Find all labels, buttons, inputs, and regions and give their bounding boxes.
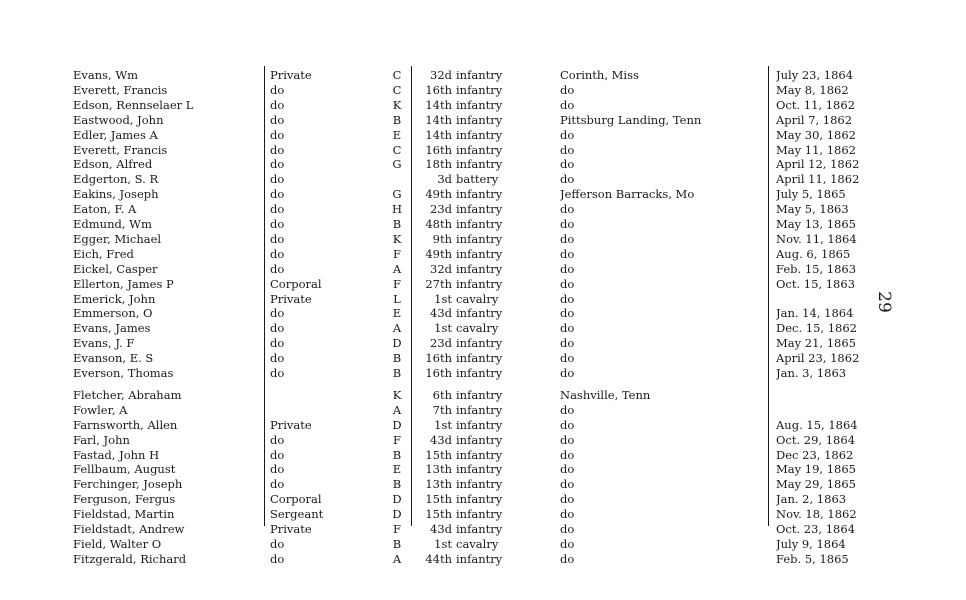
- entry-unit-arm: infantry: [456, 507, 503, 522]
- entry-place: do: [560, 172, 575, 187]
- entry-place: Nashville, Tenn: [560, 387, 651, 402]
- roster-row: [0, 417, 966, 433]
- entry-rank: do: [270, 261, 285, 276]
- entry-date: May 19, 1865: [776, 462, 856, 477]
- entry-unit-arm: infantry: [456, 142, 503, 157]
- entry-place: do: [560, 536, 575, 551]
- entry-place: do: [560, 417, 575, 432]
- entry-company: E: [392, 306, 402, 321]
- entry-company: D: [392, 492, 402, 507]
- entry-unit-arm: infantry: [456, 187, 503, 202]
- entry-date: May 29, 1865: [776, 477, 856, 492]
- entry-unit-number: 18th: [425, 157, 452, 172]
- roster-row: [0, 387, 966, 403]
- entry-place: do: [560, 231, 575, 246]
- entry-company: A: [392, 402, 402, 417]
- roster-row: [0, 112, 966, 128]
- entry-unit-arm: infantry: [456, 336, 503, 351]
- entry-name: Eich, Fred: [73, 246, 134, 261]
- roster-row: [0, 231, 966, 247]
- entry-unit-arm: cavalry: [456, 291, 499, 306]
- entry-name: Fastad, John H: [73, 447, 160, 462]
- entry-name: Evans, James: [73, 321, 151, 336]
- entry-unit-number: 48th: [425, 217, 452, 231]
- entry-rank: Private: [270, 417, 312, 432]
- entry-name: Farl, John: [73, 432, 130, 447]
- entry-date: April 12, 1862: [776, 157, 860, 172]
- entry-unit-number: 7th: [432, 402, 452, 417]
- entry-place: do: [560, 336, 575, 351]
- entry-rank: do: [270, 202, 285, 217]
- entry-place: do: [560, 507, 575, 522]
- entry-company: C: [392, 142, 402, 157]
- roster-row: [0, 216, 966, 232]
- entry-rank: do: [270, 246, 285, 261]
- entry-company: C: [392, 68, 402, 82]
- entry-unit-number: 15th: [425, 447, 452, 462]
- roster-row: [0, 521, 966, 537]
- entry-name: Edgerton, S. R: [73, 172, 159, 187]
- entry-name: Emerick, John: [73, 291, 156, 306]
- entry-date: Aug. 15, 1864: [776, 417, 858, 432]
- entry-unit-arm: infantry: [456, 551, 503, 566]
- entry-name: Fletcher, Abraham: [73, 387, 182, 402]
- entry-unit-arm: infantry: [456, 462, 503, 477]
- entry-company: E: [392, 462, 402, 477]
- entry-unit-arm: infantry: [456, 157, 503, 172]
- entry-unit-arm: infantry: [456, 366, 503, 380]
- entry-unit-number: 1st: [434, 417, 452, 432]
- roster-row: [0, 201, 966, 217]
- entry-unit-number: 15th: [425, 507, 452, 522]
- entry-date: July 5, 1865: [776, 187, 846, 202]
- roster-row: [0, 476, 966, 492]
- roster-row: [0, 186, 966, 202]
- entry-name: Fowler, A: [73, 402, 128, 417]
- entry-unit-number: 32d: [430, 68, 452, 82]
- entry-unit-arm: infantry: [456, 202, 503, 217]
- entry-name: Eaton, F. A: [73, 202, 137, 217]
- entry-unit-number: 32d: [430, 261, 452, 276]
- entry-place: do: [560, 276, 575, 291]
- entry-rank: do: [270, 157, 285, 172]
- entry-name: Everett, Francis: [73, 142, 168, 157]
- entry-date: Nov. 18, 1862: [776, 507, 857, 522]
- entry-name: Fieldstad, Martin: [73, 507, 175, 522]
- entry-company: D: [392, 507, 402, 522]
- entry-name: Field, Walter O: [73, 536, 162, 551]
- entry-unit-arm: infantry: [456, 68, 503, 82]
- entry-unit-arm: infantry: [456, 231, 503, 246]
- entry-unit-number: 13th: [425, 477, 452, 492]
- entry-name: Fitzgerald, Richard: [73, 551, 187, 566]
- entry-rank: Private: [270, 68, 312, 82]
- entry-rank: do: [270, 127, 285, 142]
- entry-name: Evanson, E. S: [73, 351, 154, 366]
- entry-place: do: [560, 202, 575, 217]
- entry-unit-number: 14th: [425, 127, 452, 142]
- roster-row: [0, 142, 966, 158]
- entry-unit-number: 43d: [430, 522, 452, 536]
- entry-rank: Sergeant: [270, 507, 324, 522]
- page-number: 29: [873, 291, 894, 313]
- entry-name: Eakins, Joseph: [73, 187, 159, 202]
- entry-unit-number: 16th: [425, 82, 452, 97]
- entry-unit-arm: infantry: [456, 417, 503, 432]
- roster-row: [0, 402, 966, 418]
- entry-rank: Corporal: [270, 276, 322, 291]
- entry-unit-arm: infantry: [456, 306, 503, 321]
- entry-place: do: [560, 127, 575, 142]
- entry-name: Ellerton, James P: [73, 276, 174, 291]
- entry-company: B: [392, 217, 402, 231]
- entry-date: April 7, 1862: [776, 112, 853, 127]
- entry-company: G: [392, 157, 402, 172]
- roster-row: [0, 536, 966, 552]
- entry-name: Emmerson, O: [73, 306, 153, 321]
- entry-unit-arm: infantry: [456, 492, 503, 507]
- entry-company: A: [392, 551, 402, 566]
- entry-date: July 9, 1864: [776, 536, 846, 551]
- entry-rank: do: [270, 432, 285, 447]
- entry-company: B: [392, 477, 402, 492]
- entry-unit-number: 6th: [432, 387, 452, 402]
- entry-place: do: [560, 157, 575, 172]
- roster-row: [0, 350, 966, 366]
- entry-company: K: [392, 387, 402, 402]
- entry-rank: do: [270, 217, 285, 231]
- entry-company: B: [392, 366, 402, 380]
- entry-unit-number: 27th: [425, 276, 452, 291]
- entry-date: Jan. 14, 1864: [776, 306, 854, 321]
- entry-rank: Private: [270, 291, 312, 306]
- entry-place: Pittsburg Landing, Tenn: [560, 112, 702, 127]
- entry-date: May 8, 1862: [776, 82, 849, 97]
- entry-place: do: [560, 291, 575, 306]
- entry-rank: do: [270, 351, 285, 366]
- entry-unit-arm: infantry: [456, 127, 503, 142]
- entry-unit-number: 3d: [437, 172, 452, 187]
- entry-rank: do: [270, 82, 285, 97]
- roster-row: [0, 156, 966, 172]
- entry-company: F: [393, 276, 401, 291]
- entry-unit-number: 1st: [434, 321, 452, 336]
- entry-company: B: [392, 447, 402, 462]
- entry-unit-number: 44th: [425, 551, 452, 566]
- entry-date: May 30, 1862: [776, 127, 856, 142]
- entry-company: K: [392, 97, 402, 112]
- entry-unit-number: 9th: [432, 231, 452, 246]
- entry-name: Everett, Francis: [73, 82, 168, 97]
- entry-date: Feb. 15, 1863: [776, 261, 857, 276]
- entry-unit-arm: cavalry: [456, 536, 499, 551]
- entry-rank: do: [270, 306, 285, 321]
- entry-rank: do: [270, 366, 285, 380]
- entry-company: A: [392, 321, 402, 336]
- entry-place: do: [560, 366, 575, 380]
- entry-name: Edler, James A: [73, 127, 158, 142]
- entry-unit-arm: infantry: [456, 82, 503, 97]
- entry-unit-number: 43d: [430, 432, 452, 447]
- entry-unit-arm: infantry: [456, 387, 503, 402]
- entry-unit-arm: infantry: [456, 261, 503, 276]
- entry-place: do: [560, 462, 575, 477]
- entry-rank: do: [270, 536, 285, 551]
- roster-row: [0, 291, 966, 307]
- roster-row: [0, 335, 966, 351]
- roster-row: [0, 305, 966, 321]
- entry-unit-number: 16th: [425, 351, 452, 366]
- entry-company: B: [392, 351, 402, 366]
- entry-rank: Private: [270, 522, 312, 536]
- entry-unit-number: 1st: [434, 536, 452, 551]
- entry-place: do: [560, 97, 575, 112]
- roster-row: [0, 491, 966, 507]
- entry-unit-arm: infantry: [456, 112, 503, 127]
- entry-place: do: [560, 351, 575, 366]
- entry-date: Jan. 2, 1863: [776, 492, 847, 507]
- entry-date: July 23, 1864: [776, 68, 854, 82]
- entry-unit-arm: infantry: [456, 97, 503, 112]
- entry-rank: do: [270, 336, 285, 351]
- entry-company: F: [393, 522, 401, 536]
- roster-row: [0, 97, 966, 113]
- entry-unit-number: 1st: [434, 291, 452, 306]
- entry-date: Dec. 15, 1862: [776, 321, 857, 336]
- entry-name: Egger, Michael: [73, 231, 162, 246]
- roster-row: [0, 127, 966, 143]
- roster-row: [0, 432, 966, 448]
- entry-name: Eickel, Casper: [73, 261, 158, 276]
- entry-unit-arm: infantry: [456, 447, 503, 462]
- roster-row: [0, 461, 966, 477]
- entry-rank: do: [270, 97, 285, 112]
- entry-unit-arm: infantry: [456, 402, 503, 417]
- entry-unit-number: 49th: [425, 187, 452, 202]
- entry-name: Ferchinger, Joseph: [73, 477, 183, 492]
- entry-unit-number: 23d: [430, 202, 452, 217]
- entry-company: B: [392, 112, 402, 127]
- entry-place: do: [560, 306, 575, 321]
- entry-name: Fellbaum, August: [73, 462, 176, 477]
- entry-date: April 11, 1862: [776, 172, 860, 187]
- entry-rank: do: [270, 172, 285, 187]
- entry-company: E: [392, 127, 402, 142]
- entry-company: D: [392, 417, 402, 432]
- entry-rank: do: [270, 231, 285, 246]
- entry-place: do: [560, 522, 575, 536]
- entry-company: G: [392, 187, 402, 202]
- entry-name: Farnsworth, Allen: [73, 417, 178, 432]
- entry-unit-arm: infantry: [456, 432, 503, 447]
- roster-row: [0, 447, 966, 463]
- entry-name: Fieldstadt, Andrew: [73, 522, 185, 536]
- entry-rank: do: [270, 551, 285, 566]
- entry-rank: do: [270, 321, 285, 336]
- entry-company: K: [392, 231, 402, 246]
- entry-unit-arm: infantry: [456, 276, 503, 291]
- entry-name: Ferguson, Fergus: [73, 492, 176, 507]
- entry-place: do: [560, 492, 575, 507]
- entry-unit-arm: infantry: [456, 522, 503, 536]
- entry-date: Feb. 5, 1865: [776, 551, 849, 566]
- entry-unit-arm: battery: [456, 172, 499, 187]
- entry-unit-arm: infantry: [456, 246, 503, 261]
- entry-rank: do: [270, 187, 285, 202]
- entry-date: Oct. 23, 1864: [776, 522, 856, 536]
- roster-row: [0, 365, 966, 381]
- entry-place: do: [560, 447, 575, 462]
- roster-row: [0, 246, 966, 262]
- entry-date: Jan. 3, 1863: [776, 366, 847, 380]
- entry-company: F: [393, 246, 401, 261]
- entry-name: Edson, Rennselaer L: [73, 97, 194, 112]
- entry-place: Jefferson Barracks, Mo: [560, 187, 695, 202]
- entry-rank: Corporal: [270, 492, 322, 507]
- entry-date: Dec 23, 1862: [776, 447, 854, 462]
- entry-company: D: [392, 336, 402, 351]
- entry-company: H: [391, 202, 403, 217]
- entry-place: do: [560, 321, 575, 336]
- entry-rank: do: [270, 462, 285, 477]
- roster-row: [0, 261, 966, 277]
- entry-date: May 21, 1865: [776, 336, 856, 351]
- entry-name: Edmund, Wm: [73, 217, 152, 231]
- entry-name: Evans, J. F: [73, 336, 135, 351]
- entry-unit-arm: infantry: [456, 351, 503, 366]
- entry-name: Everson, Thomas: [73, 366, 174, 380]
- entry-rank: do: [270, 447, 285, 462]
- entry-place: do: [560, 142, 575, 157]
- entry-date: April 23, 1862: [776, 351, 860, 366]
- roster-row: [0, 171, 966, 187]
- entry-place: do: [560, 217, 575, 231]
- entry-unit-number: 16th: [425, 142, 452, 157]
- entry-company: F: [393, 432, 401, 447]
- entry-place: do: [560, 261, 575, 276]
- roster-row: [0, 320, 966, 336]
- roster-row: [0, 506, 966, 522]
- entry-date: May 5, 1863: [776, 202, 849, 217]
- entry-company: A: [392, 261, 402, 276]
- roster-row: [0, 82, 966, 98]
- entry-date: May 11, 1862: [776, 142, 856, 157]
- entry-place: do: [560, 402, 575, 417]
- entry-company: B: [392, 536, 402, 551]
- entry-rank: do: [270, 142, 285, 157]
- entry-company: C: [392, 82, 402, 97]
- entry-place: do: [560, 432, 575, 447]
- entry-date: Oct. 29, 1864: [776, 432, 856, 447]
- entry-date: May 13, 1865: [776, 217, 856, 231]
- entry-company: L: [393, 291, 401, 306]
- entry-unit-arm: infantry: [456, 217, 503, 231]
- entry-name: Eastwood, John: [73, 112, 164, 127]
- entry-place: do: [560, 551, 575, 566]
- entry-date: Nov. 11, 1864: [776, 231, 857, 246]
- entry-unit-number: 14th: [425, 97, 452, 112]
- entry-unit-number: 13th: [425, 462, 452, 477]
- entry-place: do: [560, 477, 575, 492]
- entry-unit-number: 23d: [430, 336, 452, 351]
- entry-place: do: [560, 246, 575, 261]
- entry-rank: do: [270, 112, 285, 127]
- entry-name: Edson, Alfred: [73, 157, 153, 172]
- entry-date: Oct. 15, 1863: [776, 276, 856, 291]
- entry-date: Oct. 11, 1862: [776, 97, 856, 112]
- entry-unit-number: 14th: [425, 112, 452, 127]
- roster-row: [0, 67, 966, 83]
- entry-place: do: [560, 82, 575, 97]
- entry-place: Corinth, Miss: [560, 68, 639, 82]
- entry-unit-number: 43d: [430, 306, 452, 321]
- entry-unit-number: 15th: [425, 492, 452, 507]
- entry-unit-arm: infantry: [456, 477, 503, 492]
- entry-rank: do: [270, 477, 285, 492]
- entry-unit-number: 49th: [425, 246, 452, 261]
- entry-name: Evans, Wm: [73, 68, 139, 82]
- roster-row: [0, 551, 966, 567]
- roster-row: [0, 276, 966, 292]
- entry-unit-arm: cavalry: [456, 321, 499, 336]
- entry-unit-number: 16th: [425, 366, 452, 380]
- entry-date: Aug. 6, 1865: [776, 246, 851, 261]
